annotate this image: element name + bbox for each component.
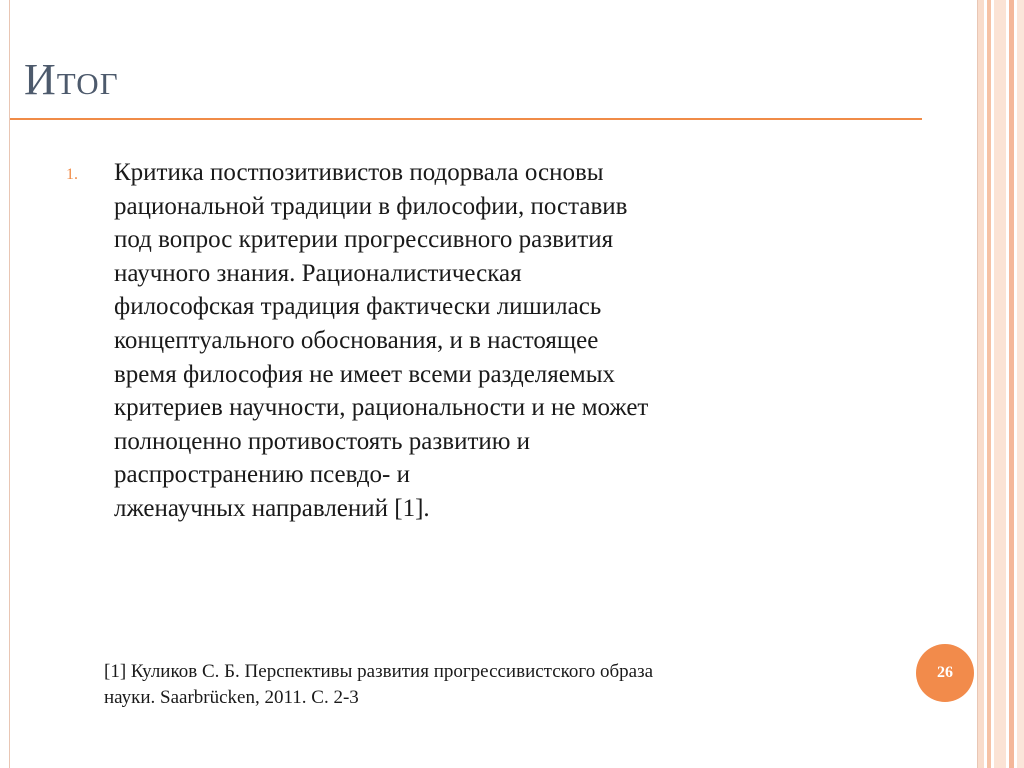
body-line: полноценно противостоять развитию и (114, 427, 531, 455)
footnote-line: [1] Куликов С. Б. Перспективы развития прогрессивистского образа (104, 661, 654, 682)
footnote (104, 659, 884, 711)
slide-title: Итог (24, 55, 119, 104)
list-marker: 1. (66, 166, 78, 183)
footnote-line: науки. Saarbrücken, 2011. С. 2-3 (104, 687, 359, 708)
body-line: лженаучных направлений [1]. (114, 494, 430, 522)
page-number-badge: 26 (916, 644, 974, 702)
body-line: под вопрос критерии прогрессивного развития (114, 226, 614, 254)
body-line: концептуального обоснования, и в настоящее (114, 326, 599, 354)
body-line: время философия не имеет всеми разделяемых (114, 360, 615, 388)
stripe (987, 0, 991, 768)
body-line: распространению псевдо- и (114, 461, 411, 489)
title-divider (10, 118, 922, 120)
stripe (1017, 0, 1024, 768)
body-line: философская традиция фактически лишилась (114, 293, 602, 321)
stripe (978, 0, 984, 768)
body-line: рациональной традиции в философии, поставив (114, 192, 628, 220)
decorative-stripes (978, 0, 1024, 768)
body-line: критериев научности, рациональности и не может (114, 394, 649, 422)
body-line: научного знания. Рационалистическая (114, 259, 522, 287)
list-item-text (114, 156, 894, 526)
stripe (994, 0, 1006, 768)
body-line: Критика постпозитивистов подорвала основы (114, 159, 604, 186)
stripe (1009, 0, 1014, 768)
